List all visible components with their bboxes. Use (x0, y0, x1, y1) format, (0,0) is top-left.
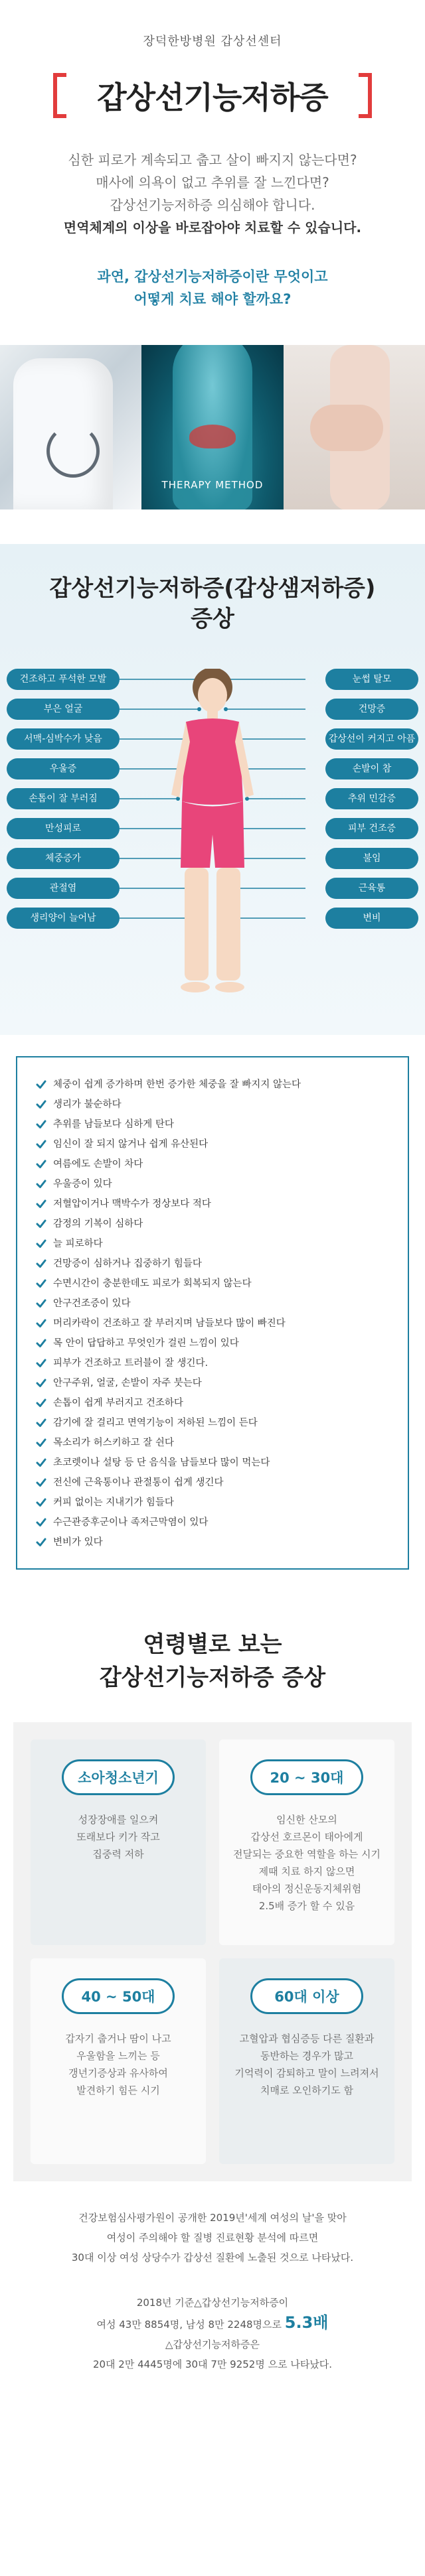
bracket-right (359, 73, 372, 118)
check-icon (36, 1159, 46, 1170)
checklist-item (36, 1513, 389, 1532)
check-icon (36, 1457, 46, 1468)
foot-line: 30대 이상 여성 상당수가 갑상선 질환에 노출된 것으로 나타났다. (71, 2252, 354, 2264)
age-label: 40 ~ 50대 (62, 1978, 175, 2014)
symptoms-title-line: 갑상선기능저하증(갑상샘저하증) (49, 575, 376, 602)
check-icon (36, 1338, 46, 1349)
checklist-item (36, 1194, 389, 1214)
check-icon (36, 1418, 46, 1428)
stethoscope-icon (46, 425, 100, 478)
age-desc-line: 임신한 산모의 (276, 1814, 337, 1826)
foot-line-text: 여성 43만 8854명, 남성 8만 2248명으로 (96, 2319, 285, 2331)
symptom-tag: 관절염 (7, 878, 120, 899)
woman-figure-illustration (166, 669, 259, 1007)
thyroid-photo (141, 345, 283, 509)
check-icon (36, 1239, 46, 1249)
symptom-tag: 부은 얼굴 (7, 699, 120, 720)
age-desc-line: 갱년기증상과 유사하여 (68, 2067, 168, 2079)
check-icon (36, 1139, 46, 1150)
checklist-item (36, 1433, 389, 1453)
checklist-text: 커피 없이는 지내기가 힘들다 (53, 1497, 174, 1508)
foot-line: 2018년 기준△갑상선기능저하증이 (136, 2297, 289, 2309)
checklist-item (36, 1333, 389, 1353)
symptoms-section (0, 544, 425, 1035)
symptom-tag: 건망증 (325, 699, 418, 720)
checklist-text: 초코렛이나 설탕 등 단 음식을 남들보다 많이 먹는다 (53, 1457, 270, 1468)
symptom-tag: 추위 민감증 (325, 788, 418, 809)
check-icon (36, 1258, 46, 1269)
age-desc-line: 전달되는 중요한 역할을 하는 시기 (233, 1848, 381, 1860)
age-description (41, 1811, 195, 1863)
age-desc-line: 우울함을 느끼는 등 (76, 2050, 160, 2062)
neck-photo (284, 345, 425, 509)
symptoms-left-list (7, 669, 120, 937)
foot-line: 건강보험심사평가원이 공개한 2019년'세계 여성의 날'을 맞아 (78, 2212, 347, 2224)
title-block (33, 68, 392, 123)
checklist-text: 감기에 잘 걸리고 면역기능이 저하된 느낌이 든다 (53, 1418, 258, 1428)
age-desc-line: 동반하는 경우가 많고 (260, 2050, 353, 2062)
symptom-tag: 생리양이 늘어남 (7, 908, 120, 929)
checklist-text: 추위를 남들보다 심하게 탄다 (53, 1119, 174, 1130)
checklist-text: 머리카락이 건조하고 잘 부러지며 남들보다 많이 빠진다 (53, 1318, 286, 1329)
age-desc-line: 또래보다 키가 작고 (76, 1831, 160, 1843)
check-icon (36, 1398, 46, 1408)
checklist-text: 수근관증후군이나 족저근막염이 있다 (53, 1517, 209, 1528)
age-label: 20 ~ 30대 (250, 1759, 363, 1795)
check-icon (36, 1378, 46, 1389)
check-icon (36, 1517, 46, 1528)
checklist-text: 변비가 있다 (53, 1537, 103, 1548)
checklist-text: 건망증이 심하거나 집중하기 힘들다 (53, 1258, 202, 1269)
checklist-item (36, 1274, 389, 1294)
symptom-tag: 서맥-심박수가 낮음 (7, 728, 120, 750)
symptoms-title-line: 증상 (191, 606, 234, 632)
foot-line: △갑상선기능저하증은 (165, 2339, 260, 2350)
symptom-tag: 만성피로 (7, 818, 120, 839)
age-description (230, 1811, 384, 1915)
checklist-item (36, 1075, 389, 1095)
age-description (41, 2030, 195, 2099)
page-title: 갑상선기능저하증 (97, 80, 328, 115)
self-checklist (16, 1056, 409, 1570)
age-desc-line: 집중력 저하 (92, 1848, 144, 1860)
symptom-tag: 근육통 (325, 878, 418, 899)
checklist-item (36, 1154, 389, 1174)
doctor-photo (0, 345, 141, 509)
symptom-tag: 손발이 참 (325, 758, 418, 780)
checklist-item (36, 1254, 389, 1274)
symptom-tag: 건조하고 푸석한 모발 (7, 669, 120, 690)
checklist-text: 저혈압이거나 맥박수가 정상보다 적다 (53, 1199, 211, 1209)
age-title-line: 연령별로 보는 (143, 1631, 282, 1658)
check-icon (36, 1219, 46, 1229)
check-icon (36, 1179, 46, 1189)
check-icon (36, 1438, 46, 1448)
symptom-tag: 피부 건조증 (325, 818, 418, 839)
checklist-item (36, 1294, 389, 1314)
checklist-item (36, 1453, 389, 1473)
question-text (0, 265, 425, 310)
checklist-text: 안구주위, 얼굴, 손발이 자주 붓는다 (53, 1378, 202, 1389)
check-icon (36, 1278, 46, 1289)
checklist-text: 우울증이 있다 (53, 1179, 112, 1189)
ratio-highlight: 5.3배 (284, 2313, 329, 2332)
age-desc-line: 갑자기 춥거나 땀이 나고 (65, 2033, 171, 2045)
checklist-text: 생리가 불순하다 (53, 1099, 122, 1110)
checklist-text: 체중이 쉽게 증가하며 한번 증가한 체중을 잘 빠지지 않는다 (53, 1079, 301, 1090)
age-card-40-50 (31, 1958, 206, 2164)
age-description (230, 2030, 384, 2099)
age-title-line: 갑상선기능저하증 증상 (99, 1664, 326, 1691)
symptom-tag: 손톱이 잘 부러짐 (7, 788, 120, 809)
age-card-20-30 (219, 1739, 394, 1945)
check-icon (36, 1358, 46, 1369)
intro-line: 매사에 의욕이 없고 추위를 잘 느낀다면? (96, 174, 329, 190)
check-icon (36, 1318, 46, 1329)
age-desc-line: 갑상선 호르몬이 태아에게 (250, 1831, 363, 1843)
age-desc-line: 기억력이 감퇴하고 말이 느려져서 (234, 2067, 379, 2079)
checklist-item (36, 1174, 389, 1194)
question-line: 과연, 갑상선기능저하증이란 무엇이고 (97, 269, 328, 285)
age-desc-line: 제때 치료 하지 않으면 (258, 1865, 355, 1877)
checklist-text: 목 안이 답답하고 무엇인가 걸린 느낌이 있다 (53, 1338, 239, 1349)
age-desc-line: 2.5배 증가 할 수 있음 (258, 1900, 355, 1912)
hand-illustration (310, 405, 383, 451)
age-desc-line: 성장장애를 일으켜 (78, 1814, 159, 1826)
age-label: 소아청소년기 (62, 1759, 175, 1795)
age-card-60-plus (219, 1958, 394, 2164)
age-desc-line: 고혈압과 협심증등 다른 질환과 (239, 2033, 375, 2045)
symptom-tag: 갑상선이 커지고 아픔 (325, 728, 418, 750)
checklist-item (36, 1214, 389, 1234)
symptom-tag: 우울증 (7, 758, 120, 780)
check-icon (36, 1079, 46, 1090)
intro-line: 심한 피로가 계속되고 춥고 살이 빠지지 않는다면? (68, 152, 357, 168)
check-icon (36, 1537, 46, 1548)
intro-strong: 면역체계의 이상을 바로잡아야 치료할 수 있습니다. (63, 220, 362, 236)
checklist-text: 안구건조증이 있다 (53, 1298, 131, 1309)
symptom-tag: 변비 (325, 908, 418, 929)
age-cards (13, 1722, 412, 2181)
age-card-youth (31, 1739, 206, 1945)
checklist-item (36, 1314, 389, 1333)
age-desc-line: 치매로 오인하기도 함 (260, 2084, 353, 2096)
checklist-text: 손톱이 쉽게 부러지고 건조하다 (53, 1398, 183, 1408)
thyroid-icon (189, 425, 236, 448)
checklist-text: 여름에도 손발이 차다 (53, 1159, 143, 1170)
photo-strip (0, 345, 425, 509)
checklist-item (36, 1532, 389, 1552)
check-icon (36, 1099, 46, 1110)
statistics-source-text (0, 2208, 425, 2268)
foot-line: 20대 2만 4445명에 30대 7만 9252명 으로 나타났다. (92, 2358, 333, 2370)
age-label: 60대 이상 (250, 1978, 363, 2014)
checklist-item (36, 1393, 389, 1413)
checklist-text: 감정의 기복이 심하다 (53, 1219, 143, 1229)
symptom-tag: 불임 (325, 848, 418, 869)
symptom-tag: 눈썹 탈모 (325, 669, 418, 690)
check-icon (36, 1298, 46, 1309)
foot-line (0, 2313, 425, 2335)
checklist-item (36, 1493, 389, 1513)
age-desc-line: 발견하기 힘든 시기 (76, 2084, 160, 2096)
question-line: 어떻게 치료 해야 할까요? (133, 291, 292, 307)
clinic-name: 장덕한방병원 갑상선센터 (143, 34, 282, 48)
check-icon (36, 1477, 46, 1488)
checklist-item (36, 1473, 389, 1493)
checklist-item (36, 1115, 389, 1134)
checklist-item (36, 1134, 389, 1154)
checklist-item (36, 1413, 389, 1433)
symptoms-right-list (305, 669, 418, 937)
checklist-text: 늘 피로하다 (53, 1239, 103, 1249)
checklist-text: 수면시간이 충분한데도 피로가 회복되지 않는다 (53, 1278, 252, 1289)
check-icon (36, 1119, 46, 1130)
checklist-item (36, 1234, 389, 1254)
check-icon (36, 1497, 46, 1508)
symptom-tag: 체중증가 (7, 848, 120, 869)
header (0, 0, 425, 310)
intro-text (0, 149, 425, 239)
age-section-title (0, 1628, 425, 1694)
foot-line: 여성이 주의해야 할 질병 진료현황 분석에 따르면 (106, 2232, 319, 2244)
check-icon (36, 1199, 46, 1209)
checklist-item (36, 1353, 389, 1373)
statistics-figures (0, 2293, 425, 2374)
photo-caption: THERAPY METHOD (161, 479, 264, 491)
age-desc-line: 태아의 정신운동지체위험 (252, 1883, 362, 1895)
checklist-item (36, 1095, 389, 1115)
checklist-text: 전신에 근육통이나 관절통이 쉽게 생긴다 (53, 1477, 224, 1488)
checklist-item (36, 1373, 389, 1393)
intro-line: 갑상선기능저하증 의심해야 합니다. (110, 197, 315, 213)
checklist-text: 목소리가 허스키하고 잘 쉰다 (53, 1438, 174, 1448)
bracket-left (53, 73, 66, 118)
checklist-text: 임신이 잘 되지 않거나 쉽게 유산된다 (53, 1139, 209, 1150)
checklist-text: 피부가 건조하고 트러블이 잘 생긴다. (53, 1358, 209, 1369)
